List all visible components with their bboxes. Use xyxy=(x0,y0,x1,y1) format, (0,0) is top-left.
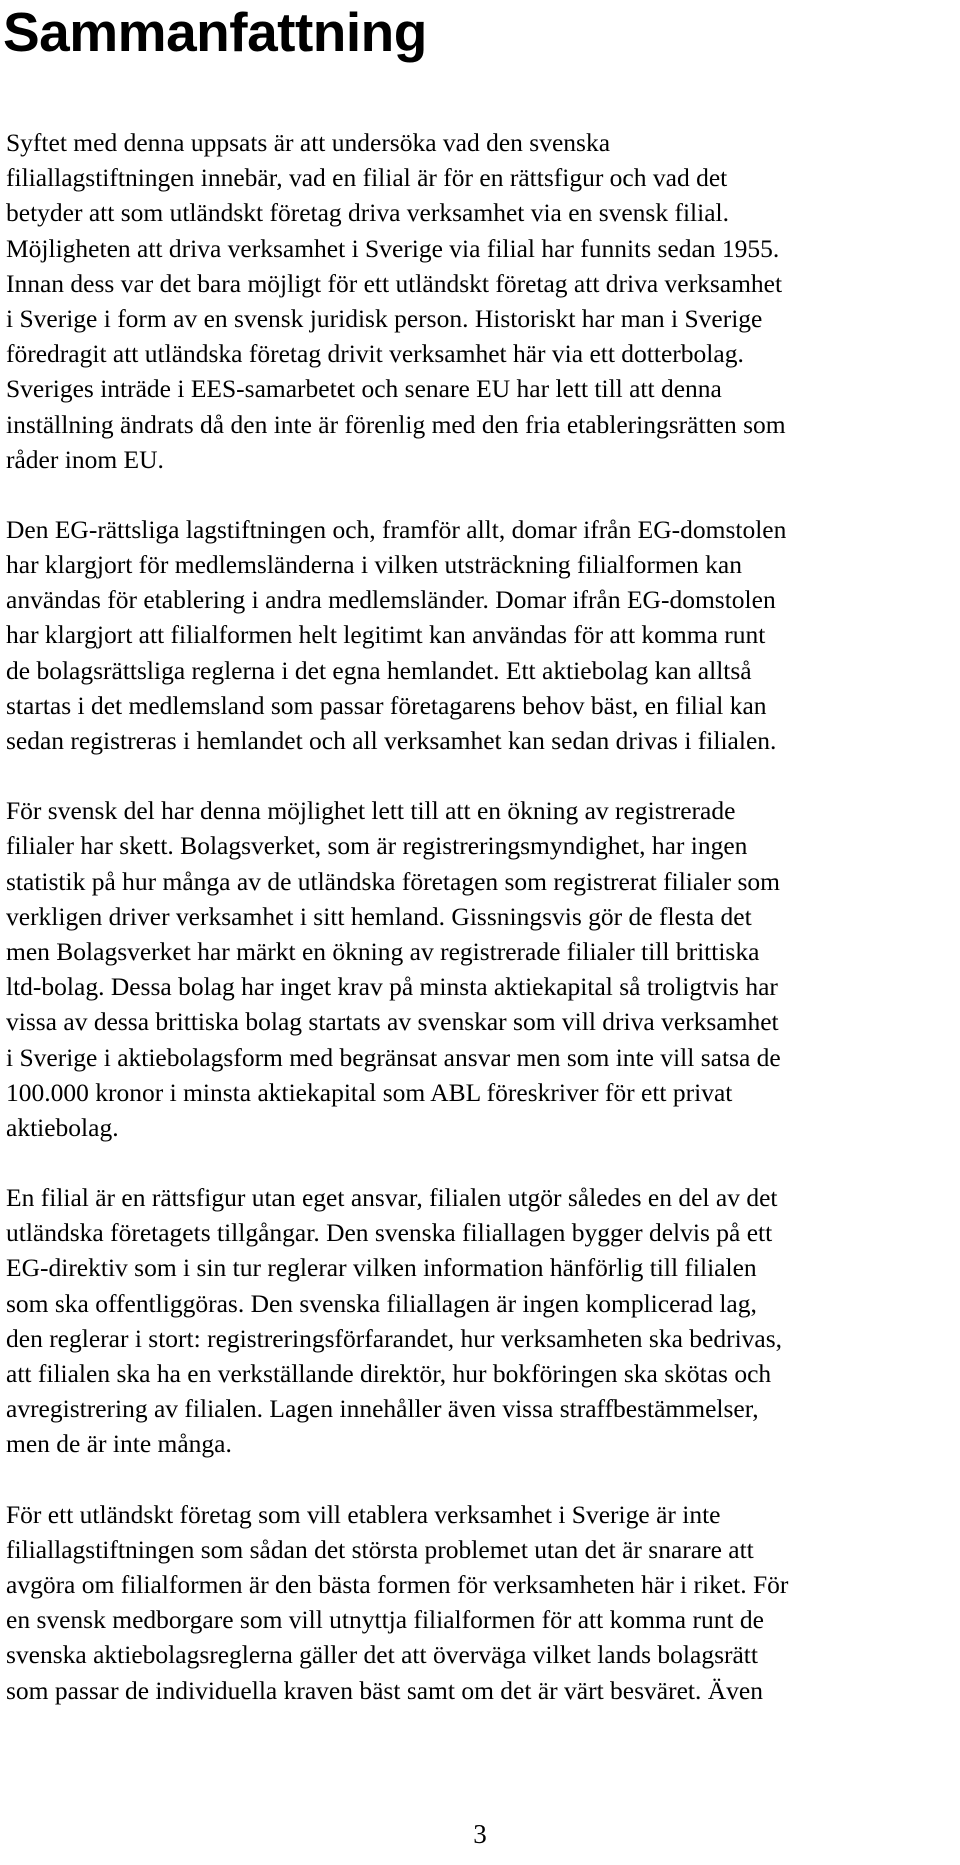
text-line: men Bolagsverket har märkt en ökning av registrerade filialer till brittiska xyxy=(6,936,760,966)
page-number: 3 xyxy=(473,1819,487,1849)
text-line: inställning ändrats då den inte är förenlig med den fria etableringsrätten som xyxy=(6,409,786,439)
text-line: För svensk del har denna möjlighet lett till att en ökning av registrerade xyxy=(6,796,736,826)
paragraph-foreign-company xyxy=(6,1497,954,1708)
text-line: ltd-bolag. Dessa bolag har inget krav på minsta aktiekapital så troligtvis har xyxy=(6,972,778,1002)
text-line: filiallagstiftningen innebär, vad en filial är för en rättsfigur och vad det xyxy=(6,163,728,193)
text-line: sedan registreras i hemlandet och all verksamhet kan sedan drivas i filialen. xyxy=(6,726,777,755)
paragraph-eu-law xyxy=(6,512,954,758)
text-line: startas i det medlemsland som passar företagarens behov bäst, en filial kan xyxy=(6,690,767,720)
text-line: har klargjort att filialformen helt legitimt kan användas för att komma runt xyxy=(6,620,766,650)
paragraph-registration xyxy=(6,793,954,1145)
text-line: Den EG-rättsliga lagstiftningen och, framför allt, domar ifrån EG-domstolen xyxy=(6,514,787,544)
body-text xyxy=(6,125,954,1708)
text-line: Syftet med denna uppsats är att undersöka vad den svenska xyxy=(6,128,611,157)
text-line: verkligen driver verksamhet i sitt hemland. Gissningsvis gör de flesta det xyxy=(6,901,752,931)
text-line: att filialen ska ha en verkställande direktör, hur bokföringen ska skötas och xyxy=(6,1359,772,1388)
text-line: vissa av dessa brittiska bolag startats av svenskar som vill driva verksamhet xyxy=(6,1007,779,1037)
text-line: En filial är en rättsfigur utan eget ansvar, filialen utgör således en del av det xyxy=(6,1183,778,1213)
text-line: Innan dess var det bara möjligt för ett utländskt företag att driva verksamhet xyxy=(6,268,783,298)
text-line: utländska företagets tillgångar. Den svenska filiallagen bygger delvis på ett xyxy=(6,1218,773,1248)
text-line: aktiebolag. xyxy=(6,1112,119,1142)
text-line: Möjligheten att driva verksamhet i Sverige via filial har funnits sedan 1955. xyxy=(6,233,780,263)
text-line: råder inom EU. xyxy=(6,444,164,474)
text-line: 100.000 kronor i minsta aktiekapital som ABL föreskriver för ett privat xyxy=(6,1077,733,1107)
text-line: de bolagsrättsliga reglerna i det egna hemlandet. Ett aktiebolag kan alltså xyxy=(6,655,752,685)
text-line: betyder att som utländskt företag driva verksamhet via en svensk filial. xyxy=(6,198,730,228)
text-line: men de är inte många. xyxy=(6,1429,232,1459)
text-line: avregistrering av filialen. Lagen innehåller även vissa straffbestämmelser, xyxy=(6,1394,759,1424)
text-line: filialer har skett. Bolagsverket, som är registreringsmyndighet, har ingen xyxy=(6,831,748,861)
text-line: i Sverige i aktiebolagsform med begränsat ansvar men som inte vill satsa de xyxy=(6,1042,781,1072)
text-line: filiallagstiftningen som sådan det största problemet utan det är snarare att xyxy=(6,1534,754,1564)
paragraph-legal-figure xyxy=(6,1180,954,1462)
page-title: Sammanfattning xyxy=(3,1,427,63)
text-line: För ett utländskt företag som vill etablera verksamhet i Sverige är inte xyxy=(6,1499,721,1529)
text-line: den reglerar i stort: registreringsförfarandet, hur verksamheten ska bedrivas, xyxy=(6,1323,783,1353)
text-line: användas för etablering i andra medlemsländer. Domar ifrån EG-domstolen xyxy=(6,585,776,615)
text-line: som ska offentliggöras. Den svenska filiallagen är ingen komplicerad lag, xyxy=(6,1288,757,1318)
text-line: i Sverige i form av en svensk juridisk person. Historiskt har man i Sverige xyxy=(6,303,763,333)
text-line: EG-direktiv som i sin tur reglerar vilken information hänförlig till filialen xyxy=(6,1253,757,1283)
text-line: Sveriges inträde i EES-samarbetet och senare EU har lett till att denna xyxy=(6,374,722,404)
paragraph-purpose xyxy=(6,125,954,477)
text-line: svenska aktiebolagsreglerna gäller det att överväga vilket lands bolagsrätt xyxy=(6,1640,758,1670)
text-line: en svensk medborgare som vill utnyttja filialformen för att komma runt de xyxy=(6,1605,764,1635)
text-line: föredragit att utländska företag drivit verksamhet här via ett dotterbolag. xyxy=(6,339,744,369)
text-line: som passar de individuella kraven bäst samt om det är värt besväret. Även xyxy=(6,1675,763,1705)
text-line: avgöra om filialformen är den bästa formen för verksamheten här i riket. För xyxy=(6,1569,789,1599)
text-line: har klargjort för medlemsländerna i vilken utsträckning filialformen kan xyxy=(6,550,742,580)
text-line: statistik på hur många av de utländska företagen som registrerat filialer som xyxy=(6,866,780,896)
